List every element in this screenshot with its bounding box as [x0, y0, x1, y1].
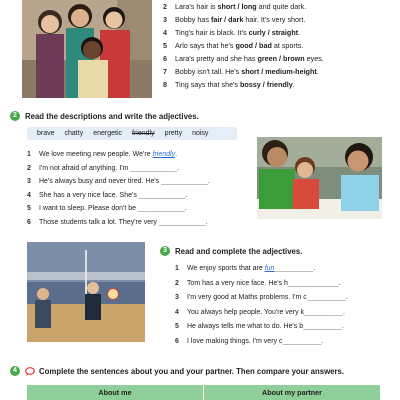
item-text-end: . — [298, 28, 301, 37]
item-text: I want to sleep. Please don't be — [39, 205, 139, 213]
teens-group-photo — [22, 0, 152, 98]
students-desk-photo — [257, 137, 382, 219]
exercise-2-item — [27, 216, 257, 230]
exercise-1-item — [163, 65, 400, 78]
item-end: . — [321, 337, 324, 345]
item-number: 2 — [175, 279, 179, 287]
exercise-3-item — [175, 335, 395, 350]
exercise-1-list — [163, 0, 400, 91]
exercise-1-item — [163, 26, 400, 39]
item-end: . — [345, 294, 348, 302]
item-number: 6 — [163, 54, 167, 63]
item-text-end: and quite dark. — [256, 2, 307, 11]
item-text: Those students talk a lot. They're very — [39, 218, 159, 226]
answer-blank[interactable]: ____________ — [138, 191, 186, 199]
exercise-number-badge: 4 — [10, 366, 20, 376]
answer-blank[interactable]: __________ — [274, 265, 314, 272]
item-end: . — [342, 323, 344, 331]
word-box-item: pretty — [164, 130, 183, 137]
speech-bubble-icon — [25, 367, 35, 376]
exercise-1-item — [163, 78, 400, 91]
item-end: . — [175, 151, 178, 158]
item-number: 3 — [175, 294, 179, 302]
exercise-2-list — [27, 148, 257, 230]
answer-blank[interactable]: ____________ — [158, 218, 206, 226]
example-answer: fun — [264, 265, 275, 272]
exercise-4-heading — [10, 366, 344, 376]
exercise-3-heading — [160, 246, 302, 256]
answer-blank[interactable]: _____________ — [287, 279, 339, 287]
word-box-item: chatty — [64, 130, 84, 137]
exercise-number-badge: 3 — [160, 246, 170, 256]
item-end: . — [207, 178, 210, 186]
item-text: She has a very nice face. She's — [39, 191, 139, 199]
column-header-about-partner: About my partner — [203, 385, 380, 400]
item-text: We love meeting new people. We're — [39, 151, 153, 158]
exercise-3-item — [175, 262, 395, 277]
exercise-2-heading — [10, 111, 199, 121]
item-end: . — [205, 218, 208, 226]
exercise-3-item — [175, 291, 395, 306]
item-options: fair / dark — [210, 15, 244, 24]
item-text: I love making things. I'm very c — [187, 337, 283, 345]
item-text: Bobby isn't tall. He's — [175, 67, 242, 76]
item-text: Ting says that she's — [175, 80, 241, 89]
exercise-1-item — [163, 52, 400, 65]
exercise-instruction: Read the descriptions and write the adjectives. — [25, 111, 199, 121]
item-text: We enjoy sports that are — [187, 265, 265, 272]
item-number: 5 — [163, 41, 167, 50]
item-text-end: hair. It's very short. — [243, 15, 306, 24]
item-number: 2 — [163, 2, 167, 11]
exercise-2-item — [27, 189, 257, 203]
exercise-2-item — [27, 202, 257, 216]
item-number: 1 — [27, 151, 31, 158]
exercise-3-list — [175, 262, 395, 350]
item-text: I'm very good at Maths problems. I'm c — [187, 294, 307, 302]
exercise-3-item — [175, 306, 395, 321]
item-end: . — [185, 191, 188, 199]
item-number: 3 — [27, 178, 31, 186]
word-box-item-used: friendly — [132, 130, 155, 137]
answer-blank[interactable]: ____________ — [161, 178, 208, 186]
item-options: curly / straight — [248, 28, 299, 37]
answer-blank[interactable]: ____________ — [130, 164, 178, 172]
item-options: bossy / friendly — [240, 80, 293, 89]
item-text: I'm not afraid of anything. I'm — [39, 164, 131, 172]
exercise-3-item — [175, 320, 395, 335]
exercise-2-item — [27, 148, 257, 162]
item-text: Arlo says that he's — [175, 41, 236, 50]
exercise-number-badge: 2 — [10, 111, 20, 121]
item-text-end: at sports. — [271, 41, 304, 50]
item-number: 6 — [27, 218, 31, 226]
item-text: Lara's hair is — [175, 2, 218, 11]
item-number: 4 — [27, 191, 31, 199]
item-number: 4 — [175, 308, 179, 316]
exercise-1-item — [163, 39, 400, 52]
column-header-about-me: About me — [98, 388, 132, 397]
exercise-1-item — [163, 0, 400, 13]
answer-blank[interactable]: ____________ — [138, 205, 185, 213]
item-text-end: eyes. — [304, 54, 324, 63]
exercise-instruction: Read and complete the adjectives. — [175, 246, 303, 256]
item-number: 5 — [175, 323, 179, 331]
answer-blank[interactable]: __________ — [303, 323, 343, 331]
item-end: . — [313, 265, 316, 272]
item-text-end: . — [316, 67, 319, 76]
word-box — [27, 127, 237, 140]
answer-blank[interactable]: __________ — [304, 308, 343, 316]
item-end: . — [177, 164, 180, 172]
item-text: Tom has a very nice face. He's h — [187, 279, 288, 287]
exercise-2-item — [27, 162, 257, 176]
item-text-end: . — [292, 80, 295, 89]
item-options: short / long — [217, 2, 257, 11]
exercise-2-item — [27, 175, 257, 189]
item-end: . — [184, 205, 187, 213]
item-number: 5 — [27, 205, 31, 213]
item-options: short / medium-height — [241, 67, 317, 76]
item-text: Bobby has — [175, 15, 211, 24]
item-text: He's always busy and never tired. He's — [39, 178, 162, 186]
exercise-instruction: Complete the sentences about you and your partner. Then compare your answers. — [39, 366, 345, 376]
item-text: Ting's hair is black. It's — [175, 28, 249, 37]
item-number: 3 — [163, 15, 167, 24]
item-text: He always tells me what to do. He's b — [187, 323, 304, 331]
item-number: 8 — [163, 80, 167, 89]
word-box-item: energetic — [93, 130, 122, 137]
item-end: . — [343, 308, 345, 316]
item-options: good / bad — [235, 41, 272, 50]
item-text: You always help people. You're very k — [187, 308, 305, 316]
answer-blank[interactable]: __________ — [282, 337, 322, 345]
item-number: 2 — [27, 164, 31, 172]
exercise-3-item — [175, 277, 395, 292]
item-number: 6 — [175, 337, 179, 345]
exercise-1-item — [163, 13, 400, 26]
item-number: 1 — [175, 265, 179, 272]
comparison-table-header — [27, 385, 380, 400]
word-box-item: brave — [37, 130, 55, 137]
example-answer: friendly — [152, 151, 176, 158]
item-text: Lara's pretty and she has — [175, 54, 258, 63]
word-box-item: noisy — [192, 130, 209, 137]
volleyball-photo — [27, 242, 145, 342]
item-number: 4 — [163, 28, 167, 37]
item-end: . — [338, 279, 341, 287]
item-options: green / brown — [257, 54, 305, 63]
answer-blank[interactable]: __________ — [306, 294, 346, 302]
item-number: 7 — [163, 67, 167, 76]
